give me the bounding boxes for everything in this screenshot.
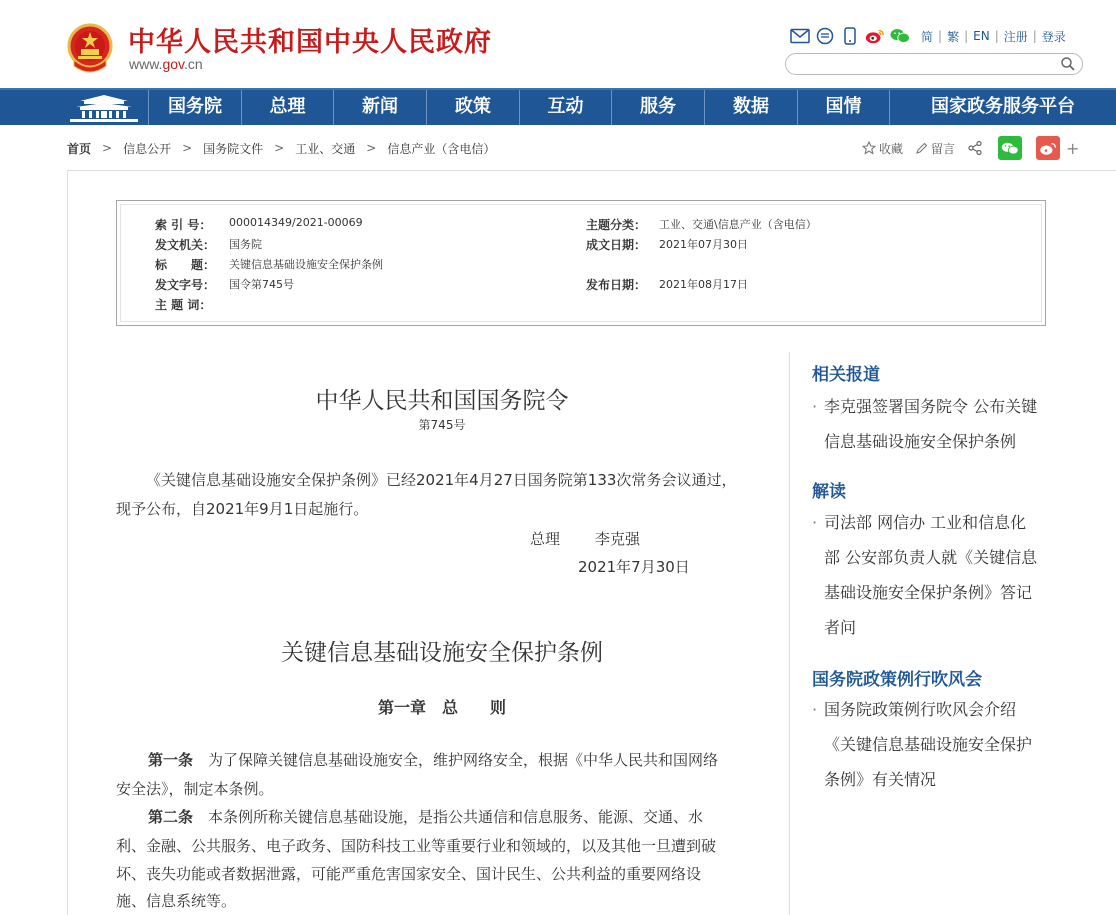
policy-briefing-line-1: 国务院政策例行吹风会介绍: [824, 700, 1017, 719]
related-sidebar: [789, 352, 1051, 915]
national-emblem-icon[interactable]: [66, 22, 114, 74]
mobile-icon[interactable]: [840, 26, 860, 46]
weibo-icon[interactable]: [865, 26, 885, 46]
meta-published: [586, 276, 1006, 292]
nav-item-news[interactable]: 新闻: [333, 90, 426, 125]
chevron-right-icon: >: [274, 141, 285, 155]
nav-item-policy[interactable]: 政策: [426, 90, 519, 125]
breadcrumb-info-disclosure[interactable]: 信息公开: [123, 141, 172, 156]
meta-issuer-label: 发文机关：: [155, 238, 216, 252]
nav-item-gov-service-platform[interactable]: 国家政务服务平台: [889, 90, 1116, 125]
interpretation-line-2: 部 公安部负责人就《关键信息: [824, 548, 1038, 567]
nav-item-interaction[interactable]: 互动: [519, 90, 611, 125]
header-tools: [790, 25, 1066, 47]
search-input[interactable]: [796, 56, 1046, 72]
chapter-heading: 第一章 总 则: [377, 698, 506, 717]
share-weibo-icon[interactable]: [1036, 136, 1060, 160]
article-2-label: 第二条: [148, 808, 194, 826]
share-bar: [862, 137, 1079, 159]
article-2-text-1: 本条例所称关键信息基础设施，是指公共通信和信息服务、能源、交通、水: [208, 808, 704, 826]
meta-index-value: 000014349/2021-00069: [229, 216, 363, 229]
article-2-line-2: 利、金融、公共服务、电子政务、国防科技工业等重要行业和领域的，以及其他一旦遭到破: [116, 837, 717, 855]
message-icon[interactable]: [815, 26, 835, 46]
nav-items: [148, 90, 1116, 125]
lang-english-link[interactable]: EN: [973, 29, 990, 43]
policy-briefing-line-3: 条例》有关情况: [824, 770, 937, 789]
related-report-item[interactable]: [812, 389, 1042, 459]
policy-briefing-line-2: 《关键信息基础设施安全保护: [824, 735, 1033, 754]
interpretation-line-3: 基础设施安全保护条例》答记: [824, 583, 1033, 602]
interpretation-line-1: 司法部 网信办 工业和信息化: [824, 513, 1027, 532]
meta-topic-label: 主题分类：: [586, 218, 647, 232]
meta-issuer: [155, 236, 575, 252]
article-1-line-2: 安全法》，制定本条例。: [116, 780, 274, 798]
related-report-line-1: 李克强签署国务院令 公布关键: [824, 397, 1038, 416]
separator: |: [1032, 29, 1037, 43]
intro-line-2: 现予公布，自2021年9月1日起施行。: [116, 500, 369, 518]
sign-date: 2021年7月30日: [578, 558, 690, 576]
meta-docno-label: 发文字号：: [155, 278, 216, 292]
article-1-line-1: [116, 746, 768, 775]
meta-keywords-label: 主 题 词：: [155, 298, 212, 312]
interpretation-list: [812, 505, 1042, 645]
search-box: [785, 53, 1083, 75]
meta-title-value: 关键信息基础设施安全保护条例: [229, 258, 383, 271]
favorite-button[interactable]: [862, 140, 903, 157]
chevron-right-icon: >: [102, 141, 113, 155]
comment-label: 留言: [931, 141, 956, 156]
breadcrumb: [67, 139, 495, 157]
meta-index-label: 索 引 号：: [155, 218, 212, 232]
interpretation-item[interactable]: [812, 505, 1042, 645]
article-2-line-1: [116, 803, 768, 832]
policy-briefing-item[interactable]: [812, 692, 1042, 797]
sidebar-heading-related-reports[interactable]: 相关报道: [812, 365, 880, 385]
meta-created-label: 成文日期：: [586, 238, 647, 252]
favorite-label: 收藏: [879, 141, 904, 156]
site-header: [0, 0, 1116, 88]
login-link[interactable]: 登录: [1041, 29, 1066, 44]
url-domain: gov: [162, 56, 184, 72]
meta-created-value: 2021年07月30日: [659, 238, 748, 251]
pencil-icon: [915, 142, 928, 155]
nav-item-national-info[interactable]: 国情: [797, 90, 889, 125]
separator: |: [938, 29, 943, 43]
share-wechat-icon[interactable]: [998, 136, 1022, 160]
more-share-button[interactable]: +: [1066, 138, 1080, 158]
article-2-line-3: 坏、丧失功能或者数据泄露，可能严重危害国家安全、国计民生、公共利益的重要网络设: [116, 865, 702, 883]
meta-issuer-value: 国务院: [229, 238, 262, 251]
breadcrumb-home[interactable]: 首页: [67, 141, 92, 156]
meta-docno: [155, 276, 575, 292]
breadcrumb-info-industry[interactable]: 信息产业（含电信）: [387, 141, 496, 156]
lang-simplified-link[interactable]: 简: [921, 29, 934, 44]
meta-topic: [586, 216, 1006, 232]
meta-title: [155, 256, 575, 272]
meta-topic-value: 工业、交通\信息产业（含电信）: [659, 218, 817, 231]
related-report-line-2: 信息基础设施安全保护条例: [824, 432, 1017, 451]
premier-role: 总理: [530, 530, 561, 548]
order-title: 中华人民共和国国务院令: [315, 388, 569, 414]
breadcrumb-industry-transport[interactable]: 工业、交通: [295, 141, 356, 156]
breadcrumb-council-documents[interactable]: 国务院文件: [203, 141, 264, 156]
regulation-title: 关键信息基础设施安全保护条例: [281, 640, 603, 666]
sidebar-heading-interpretation[interactable]: 解读: [812, 482, 846, 502]
separator: |: [964, 29, 969, 43]
meta-published-label: 发布日期：: [586, 278, 647, 292]
meta-published-value: 2021年08月17日: [659, 278, 748, 291]
mail-icon[interactable]: [790, 26, 810, 46]
nav-item-premier[interactable]: 总理: [241, 90, 333, 125]
nav-item-state-council[interactable]: 国务院: [148, 90, 241, 125]
premier-name: 李克强: [595, 530, 641, 548]
chevron-right-icon: >: [182, 141, 193, 155]
separator: |: [994, 29, 999, 43]
sidebar-heading-policy-briefing[interactable]: 国务院政策例行吹风会: [812, 670, 982, 690]
interpretation-line-4: 者问: [824, 618, 857, 637]
article-2-line-4: 施、信息系统等。: [116, 892, 237, 910]
meta-title-label: 标 题：: [155, 258, 216, 272]
article-1-text-1: 为了保障关键信息基础设施安全，维护网络安全，根据《中华人民共和国网络: [208, 751, 719, 769]
site-title[interactable]: 中华人民共和国中央人民政府: [128, 27, 492, 58]
url-suffix: .cn: [184, 56, 203, 72]
related-reports-list: [812, 389, 1042, 459]
intro-line-1: 《关键信息基础设施安全保护条例》已经2021年4月27日国务院第133次常务会议通过，: [146, 471, 737, 489]
order-number: 第745号: [418, 418, 466, 432]
meta-created: [586, 236, 1006, 252]
meta-index: [155, 216, 575, 232]
search-icon[interactable]: [1060, 56, 1076, 72]
policy-briefing-list: [812, 692, 1042, 797]
star-icon: [862, 141, 876, 155]
site-url[interactable]: [129, 56, 203, 72]
meta-keywords: [155, 296, 575, 312]
language-links: [921, 28, 1066, 45]
url-prefix: www.: [129, 56, 163, 72]
nav-item-data[interactable]: 数据: [704, 90, 797, 125]
lang-traditional-link[interactable]: 繁: [947, 29, 960, 44]
article-1-label: 第一条: [148, 751, 194, 769]
comment-button[interactable]: [915, 140, 955, 157]
home-building-icon[interactable]: [62, 92, 146, 123]
share-icon[interactable]: [967, 140, 986, 156]
chevron-right-icon: >: [366, 141, 377, 155]
main-nav: [0, 88, 1116, 125]
wechat-icon[interactable]: [890, 26, 910, 46]
register-link[interactable]: 注册: [1003, 29, 1028, 44]
nav-item-services[interactable]: 服务: [611, 90, 704, 125]
meta-docno-value: 国令第745号: [229, 278, 294, 291]
